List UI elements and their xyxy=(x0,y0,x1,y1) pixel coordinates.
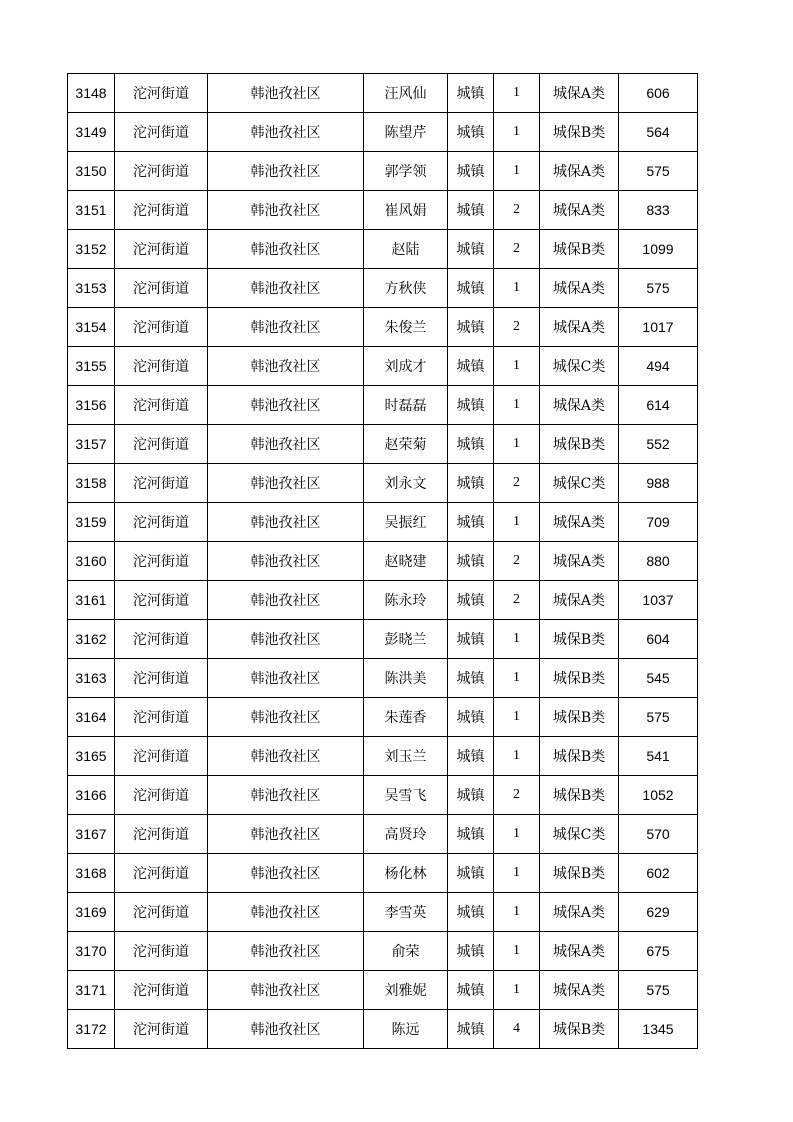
area-type-cell: 城镇 xyxy=(448,971,494,1010)
record-id-cell: 3169 xyxy=(68,893,115,932)
record-id-cell: 3168 xyxy=(68,854,115,893)
record-id-cell: 3163 xyxy=(68,659,115,698)
roster-body xyxy=(68,74,698,1049)
table-row xyxy=(68,659,698,698)
record-id-cell: 3154 xyxy=(68,308,115,347)
record-id-cell: 3149 xyxy=(68,113,115,152)
category-cell: 城保A类 xyxy=(540,971,619,1010)
street-cell: 沱河街道 xyxy=(115,932,208,971)
area-type-cell: 城镇 xyxy=(448,620,494,659)
person-name-cell: 赵晓建 xyxy=(364,542,448,581)
area-type-cell: 城镇 xyxy=(448,386,494,425)
category-cell: 城保B类 xyxy=(540,854,619,893)
community-cell: 韩池孜社区 xyxy=(208,737,364,776)
category-cell: 城保B类 xyxy=(540,425,619,464)
household-size-cell: 1 xyxy=(494,386,540,425)
record-id-cell: 3151 xyxy=(68,191,115,230)
area-type-cell: 城镇 xyxy=(448,542,494,581)
area-type-cell: 城镇 xyxy=(448,893,494,932)
amount-cell: 602 xyxy=(619,854,698,893)
street-cell: 沱河街道 xyxy=(115,737,208,776)
household-size-cell: 1 xyxy=(494,815,540,854)
household-size-cell: 2 xyxy=(494,776,540,815)
category-cell: 城保A类 xyxy=(540,386,619,425)
household-size-cell: 1 xyxy=(494,347,540,386)
person-name-cell: 朱俊兰 xyxy=(364,308,448,347)
community-cell: 韩池孜社区 xyxy=(208,386,364,425)
person-name-cell: 郭学领 xyxy=(364,152,448,191)
community-cell: 韩池孜社区 xyxy=(208,698,364,737)
area-type-cell: 城镇 xyxy=(448,113,494,152)
amount-cell: 1099 xyxy=(619,230,698,269)
community-cell: 韩池孜社区 xyxy=(208,893,364,932)
community-cell: 韩池孜社区 xyxy=(208,464,364,503)
street-cell: 沱河街道 xyxy=(115,347,208,386)
household-size-cell: 1 xyxy=(494,74,540,113)
street-cell: 沱河街道 xyxy=(115,308,208,347)
table-row xyxy=(68,815,698,854)
record-id-cell: 3159 xyxy=(68,503,115,542)
record-id-cell: 3153 xyxy=(68,269,115,308)
amount-cell: 570 xyxy=(619,815,698,854)
street-cell: 沱河街道 xyxy=(115,113,208,152)
person-name-cell: 方秋侠 xyxy=(364,269,448,308)
household-size-cell: 1 xyxy=(494,737,540,776)
record-id-cell: 3152 xyxy=(68,230,115,269)
community-cell: 韩池孜社区 xyxy=(208,620,364,659)
person-name-cell: 崔风娟 xyxy=(364,191,448,230)
table-row xyxy=(68,542,698,581)
category-cell: 城保A类 xyxy=(540,308,619,347)
community-cell: 韩池孜社区 xyxy=(208,659,364,698)
community-cell: 韩池孜社区 xyxy=(208,776,364,815)
table-row xyxy=(68,386,698,425)
person-name-cell: 朱莲香 xyxy=(364,698,448,737)
household-size-cell: 1 xyxy=(494,620,540,659)
street-cell: 沱河街道 xyxy=(115,776,208,815)
amount-cell: 541 xyxy=(619,737,698,776)
record-id-cell: 3148 xyxy=(68,74,115,113)
community-cell: 韩池孜社区 xyxy=(208,932,364,971)
area-type-cell: 城镇 xyxy=(448,932,494,971)
category-cell: 城保B类 xyxy=(540,659,619,698)
person-name-cell: 李雪英 xyxy=(364,893,448,932)
household-size-cell: 2 xyxy=(494,230,540,269)
area-type-cell: 城镇 xyxy=(448,698,494,737)
record-id-cell: 3158 xyxy=(68,464,115,503)
community-cell: 韩池孜社区 xyxy=(208,1010,364,1049)
amount-cell: 606 xyxy=(619,74,698,113)
amount-cell: 988 xyxy=(619,464,698,503)
table-row xyxy=(68,308,698,347)
street-cell: 沱河街道 xyxy=(115,503,208,542)
category-cell: 城保A类 xyxy=(540,152,619,191)
category-cell: 城保A类 xyxy=(540,581,619,620)
person-name-cell: 吴振红 xyxy=(364,503,448,542)
record-id-cell: 3156 xyxy=(68,386,115,425)
record-id-cell: 3167 xyxy=(68,815,115,854)
street-cell: 沱河街道 xyxy=(115,269,208,308)
street-cell: 沱河街道 xyxy=(115,425,208,464)
person-name-cell: 刘成才 xyxy=(364,347,448,386)
community-cell: 韩池孜社区 xyxy=(208,971,364,1010)
record-id-cell: 3166 xyxy=(68,776,115,815)
community-cell: 韩池孜社区 xyxy=(208,74,364,113)
household-size-cell: 1 xyxy=(494,932,540,971)
category-cell: 城保A类 xyxy=(540,542,619,581)
community-cell: 韩池孜社区 xyxy=(208,152,364,191)
person-name-cell: 赵荣菊 xyxy=(364,425,448,464)
household-size-cell: 1 xyxy=(494,971,540,1010)
area-type-cell: 城镇 xyxy=(448,464,494,503)
amount-cell: 545 xyxy=(619,659,698,698)
category-cell: 城保C类 xyxy=(540,347,619,386)
category-cell: 城保C类 xyxy=(540,815,619,854)
category-cell: 城保B类 xyxy=(540,698,619,737)
community-cell: 韩池孜社区 xyxy=(208,425,364,464)
street-cell: 沱河街道 xyxy=(115,893,208,932)
category-cell: 城保B类 xyxy=(540,620,619,659)
street-cell: 沱河街道 xyxy=(115,620,208,659)
household-size-cell: 1 xyxy=(494,152,540,191)
area-type-cell: 城镇 xyxy=(448,737,494,776)
area-type-cell: 城镇 xyxy=(448,1010,494,1049)
amount-cell: 833 xyxy=(619,191,698,230)
community-cell: 韩池孜社区 xyxy=(208,581,364,620)
person-name-cell: 高贤玲 xyxy=(364,815,448,854)
person-name-cell: 陈洪美 xyxy=(364,659,448,698)
category-cell: 城保B类 xyxy=(540,1010,619,1049)
record-id-cell: 3172 xyxy=(68,1010,115,1049)
area-type-cell: 城镇 xyxy=(448,308,494,347)
street-cell: 沱河街道 xyxy=(115,74,208,113)
category-cell: 城保A类 xyxy=(540,893,619,932)
record-id-cell: 3171 xyxy=(68,971,115,1010)
household-size-cell: 2 xyxy=(494,464,540,503)
household-size-cell: 1 xyxy=(494,425,540,464)
street-cell: 沱河街道 xyxy=(115,659,208,698)
street-cell: 沱河街道 xyxy=(115,971,208,1010)
table-row xyxy=(68,464,698,503)
category-cell: 城保A类 xyxy=(540,932,619,971)
community-cell: 韩池孜社区 xyxy=(208,503,364,542)
household-size-cell: 1 xyxy=(494,893,540,932)
street-cell: 沱河街道 xyxy=(115,854,208,893)
household-size-cell: 2 xyxy=(494,581,540,620)
table-row xyxy=(68,191,698,230)
household-size-cell: 1 xyxy=(494,113,540,152)
amount-cell: 1052 xyxy=(619,776,698,815)
household-size-cell: 2 xyxy=(494,191,540,230)
person-name-cell: 时磊磊 xyxy=(364,386,448,425)
amount-cell: 575 xyxy=(619,698,698,737)
person-name-cell: 赵陆 xyxy=(364,230,448,269)
amount-cell: 709 xyxy=(619,503,698,542)
community-cell: 韩池孜社区 xyxy=(208,815,364,854)
category-cell: 城保B类 xyxy=(540,737,619,776)
table-row xyxy=(68,893,698,932)
amount-cell: 575 xyxy=(619,269,698,308)
table-row xyxy=(68,1010,698,1049)
street-cell: 沱河街道 xyxy=(115,152,208,191)
community-cell: 韩池孜社区 xyxy=(208,854,364,893)
person-name-cell: 吴雪飞 xyxy=(364,776,448,815)
community-cell: 韩池孜社区 xyxy=(208,347,364,386)
area-type-cell: 城镇 xyxy=(448,230,494,269)
street-cell: 沱河街道 xyxy=(115,815,208,854)
area-type-cell: 城镇 xyxy=(448,659,494,698)
category-cell: 城保A类 xyxy=(540,191,619,230)
table-row xyxy=(68,74,698,113)
record-id-cell: 3155 xyxy=(68,347,115,386)
record-id-cell: 3162 xyxy=(68,620,115,659)
street-cell: 沱河街道 xyxy=(115,1010,208,1049)
table-row xyxy=(68,620,698,659)
table-row xyxy=(68,854,698,893)
amount-cell: 1017 xyxy=(619,308,698,347)
table-row xyxy=(68,503,698,542)
person-name-cell: 刘永文 xyxy=(364,464,448,503)
area-type-cell: 城镇 xyxy=(448,581,494,620)
table-row xyxy=(68,347,698,386)
community-cell: 韩池孜社区 xyxy=(208,308,364,347)
community-cell: 韩池孜社区 xyxy=(208,113,364,152)
amount-cell: 629 xyxy=(619,893,698,932)
street-cell: 沱河街道 xyxy=(115,230,208,269)
table-row xyxy=(68,698,698,737)
person-name-cell: 杨化林 xyxy=(364,854,448,893)
table-row xyxy=(68,581,698,620)
area-type-cell: 城镇 xyxy=(448,425,494,464)
category-cell: 城保B类 xyxy=(540,230,619,269)
table-row xyxy=(68,152,698,191)
record-id-cell: 3164 xyxy=(68,698,115,737)
category-cell: 城保A类 xyxy=(540,74,619,113)
table-row xyxy=(68,113,698,152)
area-type-cell: 城镇 xyxy=(448,191,494,230)
person-name-cell: 刘玉兰 xyxy=(364,737,448,776)
community-cell: 韩池孜社区 xyxy=(208,230,364,269)
amount-cell: 675 xyxy=(619,932,698,971)
person-name-cell: 俞荣 xyxy=(364,932,448,971)
record-id-cell: 3157 xyxy=(68,425,115,464)
area-type-cell: 城镇 xyxy=(448,74,494,113)
record-id-cell: 3161 xyxy=(68,581,115,620)
table-row xyxy=(68,269,698,308)
person-name-cell: 彭晓兰 xyxy=(364,620,448,659)
amount-cell: 494 xyxy=(619,347,698,386)
table-row xyxy=(68,737,698,776)
category-cell: 城保B类 xyxy=(540,113,619,152)
street-cell: 沱河街道 xyxy=(115,542,208,581)
category-cell: 城保B类 xyxy=(540,776,619,815)
area-type-cell: 城镇 xyxy=(448,503,494,542)
amount-cell: 1345 xyxy=(619,1010,698,1049)
community-cell: 韩池孜社区 xyxy=(208,191,364,230)
record-id-cell: 3170 xyxy=(68,932,115,971)
amount-cell: 575 xyxy=(619,152,698,191)
amount-cell: 604 xyxy=(619,620,698,659)
amount-cell: 564 xyxy=(619,113,698,152)
street-cell: 沱河街道 xyxy=(115,698,208,737)
amount-cell: 575 xyxy=(619,971,698,1010)
street-cell: 沱河街道 xyxy=(115,581,208,620)
amount-cell: 614 xyxy=(619,386,698,425)
table-row xyxy=(68,776,698,815)
area-type-cell: 城镇 xyxy=(448,854,494,893)
person-name-cell: 刘雅妮 xyxy=(364,971,448,1010)
person-name-cell: 陈望芹 xyxy=(364,113,448,152)
amount-cell: 552 xyxy=(619,425,698,464)
benefits-roster-table xyxy=(67,73,698,1049)
person-name-cell: 陈永玲 xyxy=(364,581,448,620)
area-type-cell: 城镇 xyxy=(448,776,494,815)
household-size-cell: 1 xyxy=(494,854,540,893)
household-size-cell: 1 xyxy=(494,698,540,737)
area-type-cell: 城镇 xyxy=(448,269,494,308)
household-size-cell: 1 xyxy=(494,659,540,698)
household-size-cell: 2 xyxy=(494,308,540,347)
person-name-cell: 汪风仙 xyxy=(364,74,448,113)
category-cell: 城保A类 xyxy=(540,503,619,542)
household-size-cell: 4 xyxy=(494,1010,540,1049)
household-size-cell: 1 xyxy=(494,503,540,542)
community-cell: 韩池孜社区 xyxy=(208,269,364,308)
record-id-cell: 3150 xyxy=(68,152,115,191)
area-type-cell: 城镇 xyxy=(448,347,494,386)
street-cell: 沱河街道 xyxy=(115,191,208,230)
household-size-cell: 2 xyxy=(494,542,540,581)
table-row xyxy=(68,425,698,464)
amount-cell: 880 xyxy=(619,542,698,581)
street-cell: 沱河街道 xyxy=(115,386,208,425)
area-type-cell: 城镇 xyxy=(448,815,494,854)
category-cell: 城保A类 xyxy=(540,269,619,308)
person-name-cell: 陈远 xyxy=(364,1010,448,1049)
community-cell: 韩池孜社区 xyxy=(208,542,364,581)
table-row xyxy=(68,932,698,971)
household-size-cell: 1 xyxy=(494,269,540,308)
amount-cell: 1037 xyxy=(619,581,698,620)
category-cell: 城保C类 xyxy=(540,464,619,503)
table-row xyxy=(68,230,698,269)
street-cell: 沱河街道 xyxy=(115,464,208,503)
table-row xyxy=(68,971,698,1010)
area-type-cell: 城镇 xyxy=(448,152,494,191)
record-id-cell: 3165 xyxy=(68,737,115,776)
record-id-cell: 3160 xyxy=(68,542,115,581)
